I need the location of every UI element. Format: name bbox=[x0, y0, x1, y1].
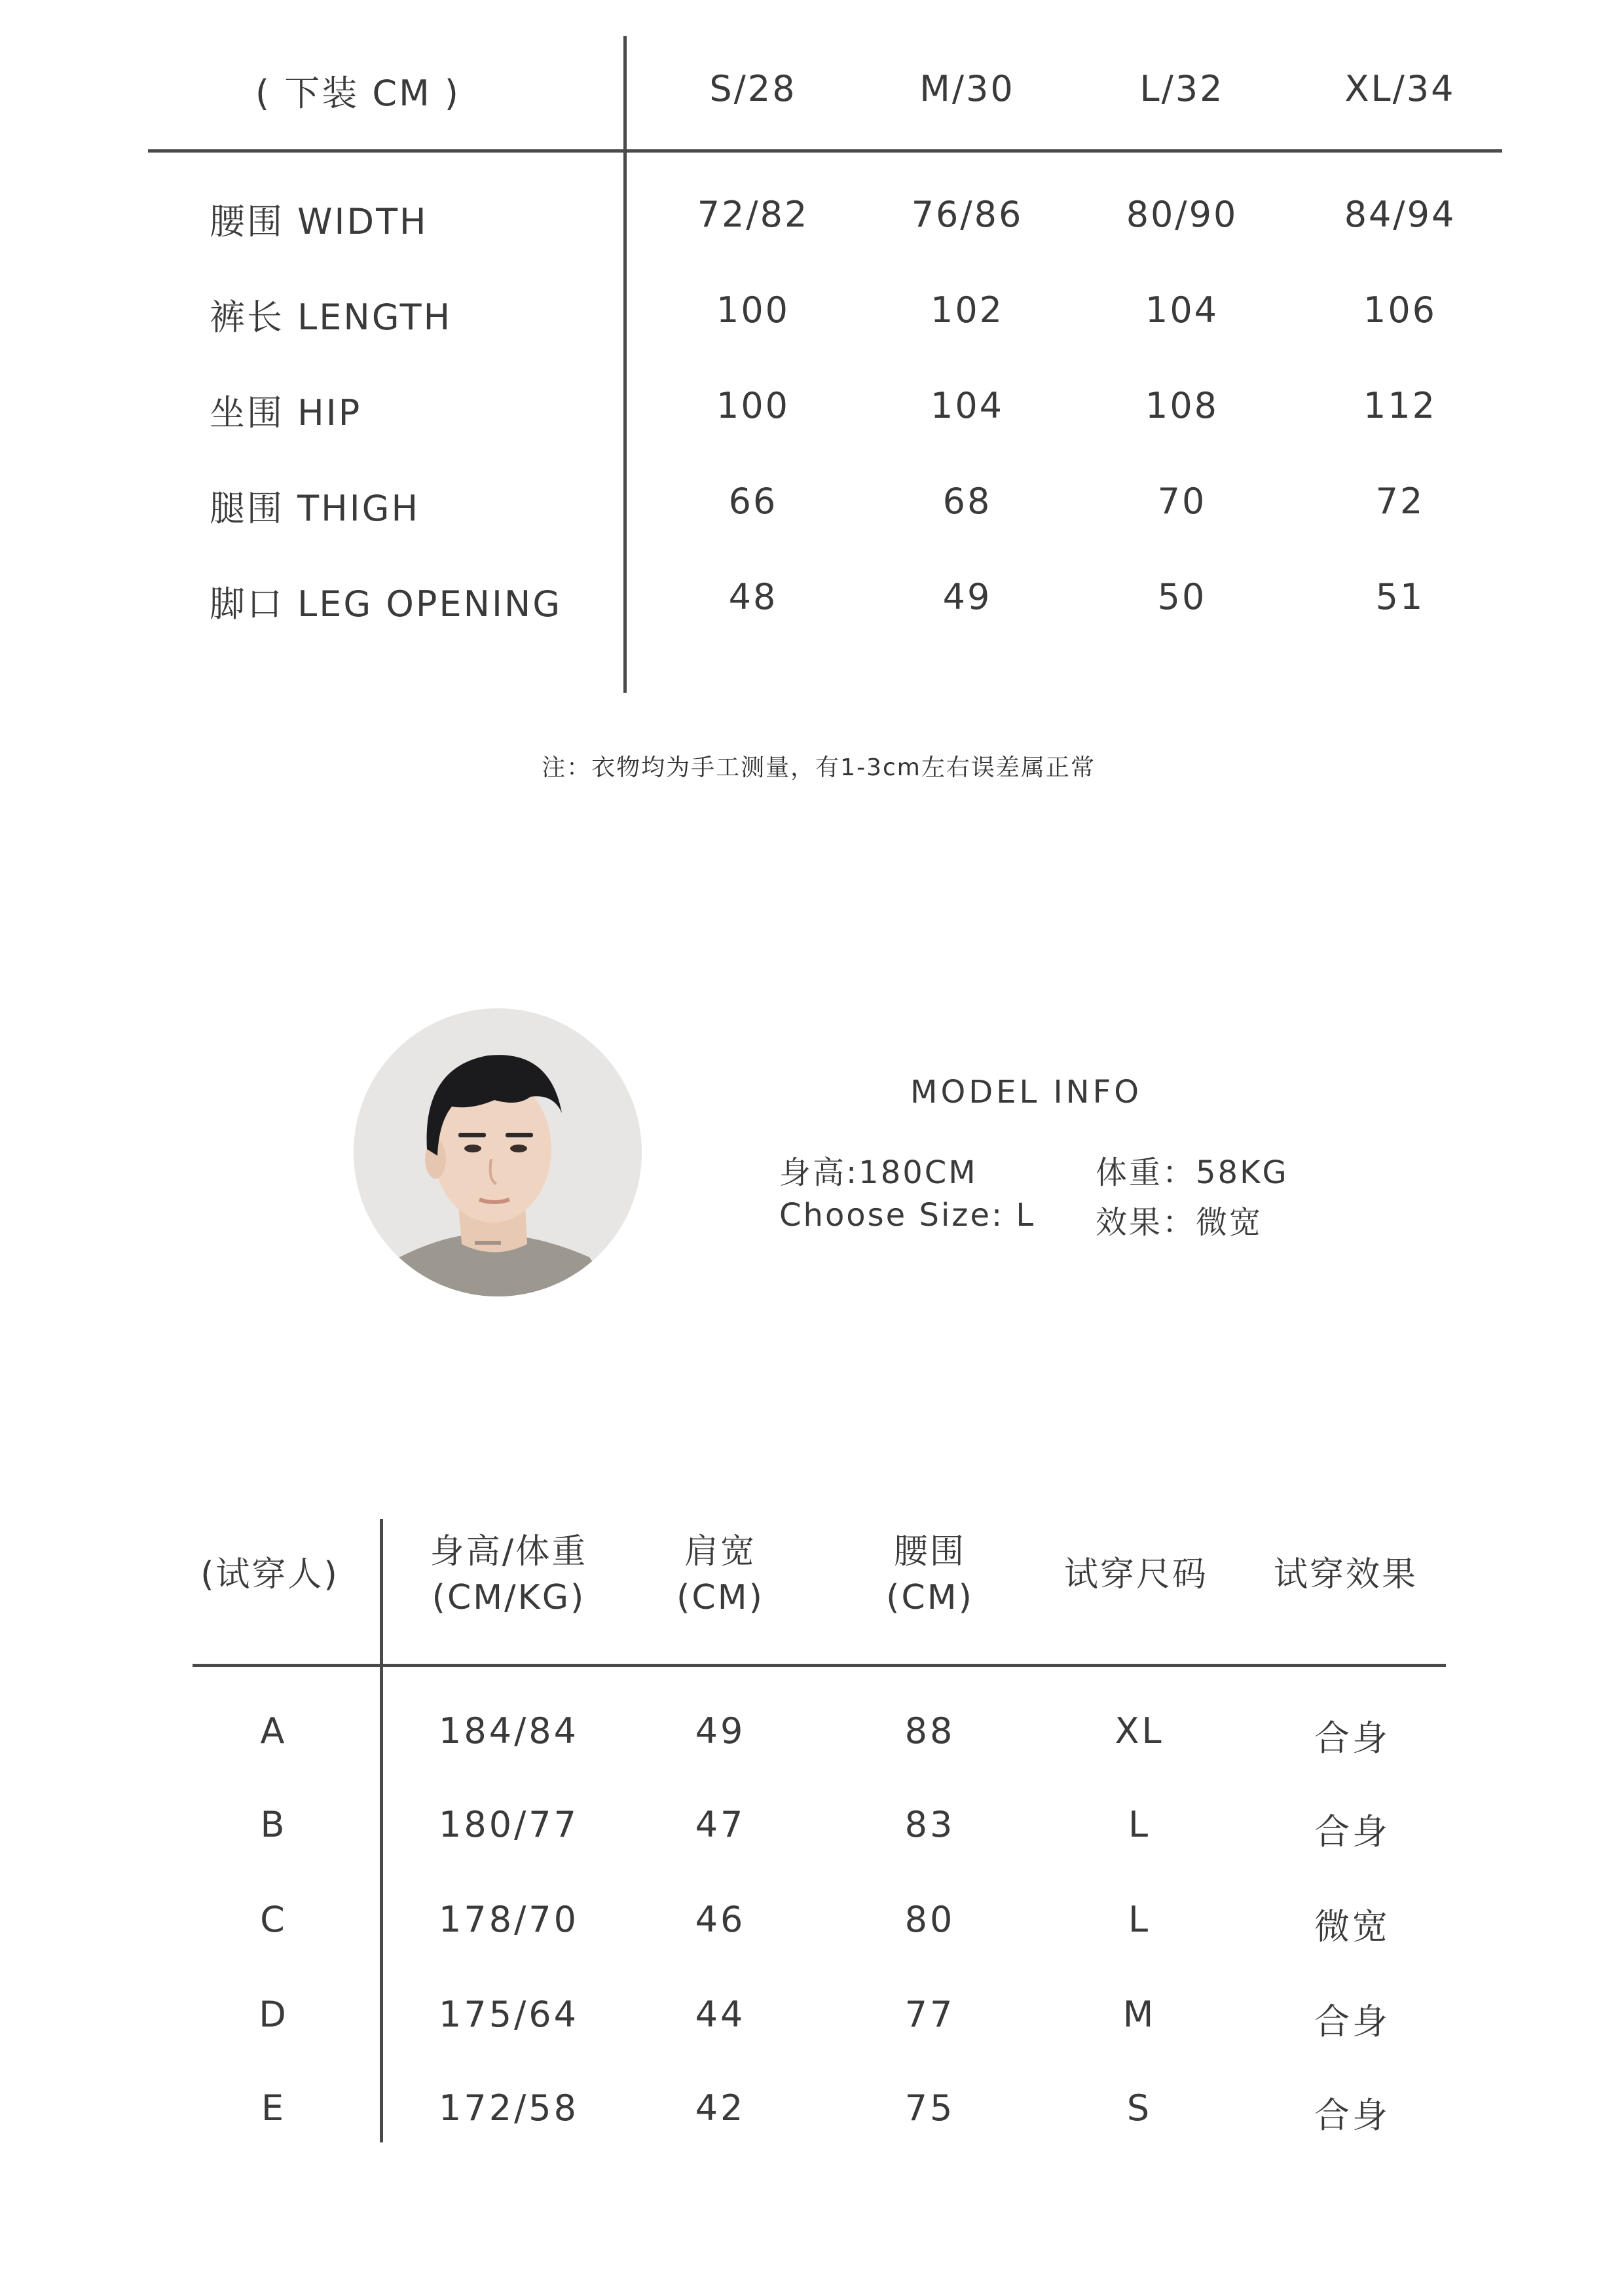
size-table-corner-label: ( 下装 CM ) bbox=[255, 73, 460, 114]
size-row-label: 坐围 HIP bbox=[210, 392, 362, 433]
model-size: Choose Size: L bbox=[779, 1197, 1036, 1234]
tryon-header: 肩宽 (CM) bbox=[676, 1532, 764, 1617]
size-cell: 104 bbox=[930, 385, 1005, 426]
size-column-header: XL/34 bbox=[1344, 68, 1456, 109]
model-height: 身高:180CM bbox=[779, 1154, 978, 1191]
size-cell: 84/94 bbox=[1344, 194, 1456, 235]
model-info-title: MODEL INFO bbox=[910, 1074, 1142, 1110]
size-cell: 50 bbox=[1157, 576, 1207, 617]
size-table-column-divider bbox=[623, 36, 627, 693]
tryon-cell: 46 bbox=[695, 1899, 746, 1940]
tryon-cell: 47 bbox=[695, 1804, 746, 1845]
tryon-table-column-divider bbox=[380, 1519, 383, 2142]
tryon-header: 身高/体重 (CM/KG) bbox=[430, 1532, 588, 1617]
size-column-header: L/32 bbox=[1139, 68, 1225, 109]
tryon-cell: 77 bbox=[904, 1994, 955, 2035]
tryon-header: 腰围 (CM) bbox=[886, 1532, 974, 1617]
tryon-cell: S bbox=[1126, 2087, 1153, 2129]
size-cell: 70 bbox=[1157, 481, 1207, 522]
size-cell: 100 bbox=[716, 289, 790, 331]
size-column-header: S/28 bbox=[709, 68, 797, 109]
size-cell: 49 bbox=[942, 576, 992, 617]
tryon-cell: 合身 bbox=[1314, 2095, 1390, 2136]
size-row-label: 脚口 LEG OPENING bbox=[210, 583, 563, 625]
model-effect: 效果：微宽 bbox=[1096, 1204, 1263, 1241]
model-weight: 体重：58KG bbox=[1096, 1154, 1289, 1191]
size-cell: 80/90 bbox=[1126, 194, 1238, 235]
size-cell: 66 bbox=[728, 481, 778, 522]
tryon-cell: 75 bbox=[904, 2087, 955, 2129]
tryon-cell: 49 bbox=[695, 1710, 746, 1752]
size-cell: 106 bbox=[1363, 289, 1437, 331]
size-cell: 76/86 bbox=[911, 194, 1024, 235]
tryon-cell: B bbox=[260, 1804, 287, 1845]
tryon-cell: 44 bbox=[695, 1994, 746, 2035]
tryon-header: 试穿效果 bbox=[1273, 1555, 1418, 1594]
tryon-cell: 80 bbox=[904, 1899, 955, 1940]
size-cell: 102 bbox=[930, 289, 1005, 331]
tryon-cell: L bbox=[1128, 1899, 1151, 1940]
model-avatar bbox=[354, 1008, 642, 1296]
tryon-cell: 42 bbox=[695, 2087, 746, 2129]
tryon-cell: 合身 bbox=[1314, 2001, 1390, 2042]
tryon-cell: 合身 bbox=[1314, 1717, 1390, 1759]
size-cell: 108 bbox=[1145, 385, 1219, 426]
tryon-cell: L bbox=[1128, 1804, 1151, 1845]
size-cell: 51 bbox=[1375, 576, 1425, 617]
size-cell: 72 bbox=[1375, 481, 1425, 522]
tryon-cell: E bbox=[261, 2087, 287, 2129]
tryon-cell: C bbox=[260, 1899, 287, 1940]
size-cell: 48 bbox=[728, 576, 778, 617]
size-row-label: 裤长 LENGTH bbox=[210, 297, 452, 338]
tryon-cell: 合身 bbox=[1314, 1811, 1390, 1852]
tryon-cell: 184/84 bbox=[439, 1710, 579, 1752]
tryon-cell: 175/64 bbox=[439, 1994, 579, 2035]
size-cell: 112 bbox=[1363, 385, 1437, 426]
tryon-cell: 88 bbox=[904, 1710, 955, 1752]
size-table-header-divider bbox=[148, 149, 1502, 153]
tryon-header: (试穿人) bbox=[200, 1555, 339, 1594]
tryon-cell: 180/77 bbox=[439, 1804, 579, 1845]
tryon-cell: XL bbox=[1115, 1710, 1164, 1752]
size-cell: 100 bbox=[716, 385, 790, 426]
tryon-cell: D bbox=[259, 1994, 289, 2035]
tryon-cell: A bbox=[260, 1710, 287, 1752]
size-cell: 72/82 bbox=[697, 194, 809, 235]
tryon-cell: 微宽 bbox=[1314, 1906, 1390, 1947]
tryon-cell: 178/70 bbox=[439, 1899, 579, 1940]
size-row-label: 腿围 THIGH bbox=[210, 488, 420, 529]
tryon-cell: 172/58 bbox=[439, 2087, 579, 2129]
measurement-note: 注：衣物均为手工测量，有1-3cm左右误差属正常 bbox=[542, 754, 1096, 781]
size-cell: 104 bbox=[1145, 289, 1219, 331]
size-row-label: 腰围 WIDTH bbox=[210, 201, 428, 242]
size-column-header: M/30 bbox=[919, 68, 1015, 109]
size-cell: 68 bbox=[942, 481, 992, 522]
tryon-header: 试穿尺码 bbox=[1063, 1555, 1209, 1594]
tryon-cell: 83 bbox=[904, 1804, 955, 1845]
tryon-cell: M bbox=[1122, 1994, 1156, 2035]
